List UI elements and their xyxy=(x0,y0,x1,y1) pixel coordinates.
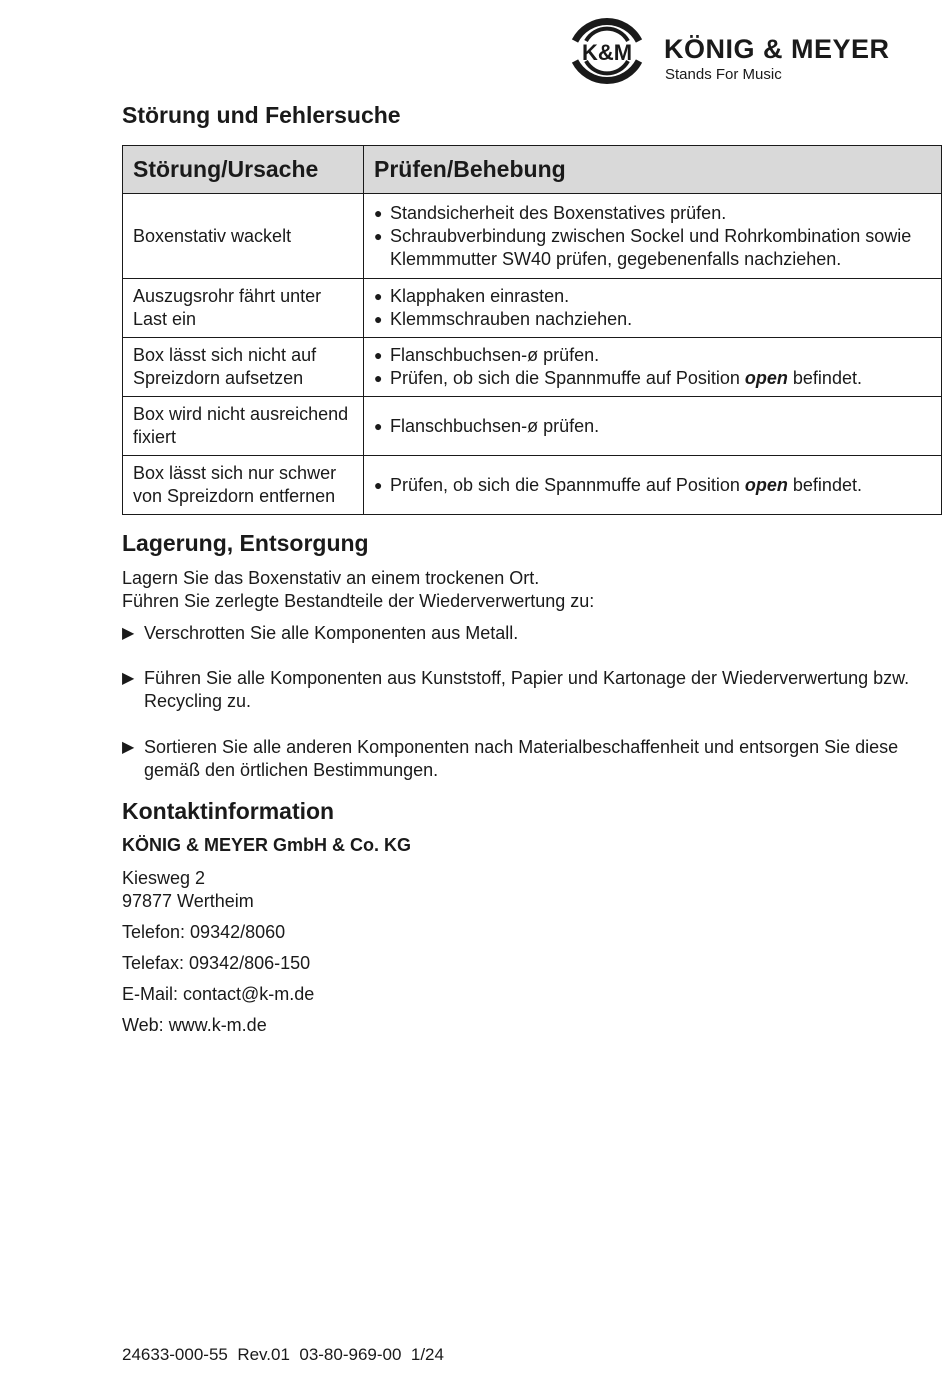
remedy-cell xyxy=(364,194,942,279)
logo-mark-text: K&M xyxy=(581,40,633,65)
check-item xyxy=(374,344,931,367)
check-item xyxy=(374,225,931,271)
bullet-icon: ● xyxy=(374,227,383,244)
bullet-icon: ● xyxy=(374,417,383,434)
email-address: E-Mail: contact@k-m.de xyxy=(122,984,315,1004)
bullet-icon: ● xyxy=(374,288,383,304)
check-text: Flanschbuchsen-ø prüfen. xyxy=(390,345,600,365)
fax-number: Telefax: 09342/806-150 xyxy=(122,953,311,973)
brand-logo xyxy=(566,14,936,88)
list-item-text: Sortieren Sie alle anderen Komponenten nach Materialbeschaffenheit und entsorgen Sie diese gemäß den örtlichen Bestimmungen. xyxy=(144,737,899,780)
remedy-cell xyxy=(364,338,942,397)
arrow-right-icon: ▶ xyxy=(122,625,135,642)
check-text: Standsicherheit des Boxenstatives prüfen. xyxy=(390,202,727,223)
bullet-icon: ● xyxy=(374,204,383,221)
check-text-end: befindet. xyxy=(787,474,862,495)
check-item xyxy=(374,415,931,438)
cause-cell: Box lässt sich nur schwer von Spreizdorn entfernen xyxy=(123,456,364,515)
cause-cell: Box lässt sich nicht auf Spreizdorn aufsetzen xyxy=(123,338,364,397)
bullet-icon: ● xyxy=(374,347,383,363)
address-city: 97877 Wertheim xyxy=(122,891,254,911)
list-item-text: Verschrotten Sie alle Komponenten aus Metall. xyxy=(144,623,519,643)
check-item xyxy=(374,202,931,225)
cause-cell: Box wird nicht ausreichend fixiert xyxy=(123,397,364,456)
storage-heading: Lagerung, Entsorgung xyxy=(122,530,369,556)
arrow-right-icon: ▶ xyxy=(122,739,135,756)
table-header-row xyxy=(123,146,942,194)
troubleshooting-table xyxy=(122,145,942,515)
list-item-text: Führen Sie alle Komponenten aus Kunststoff, Papier und Kartonage der Wiederverwertung bzw. Recycling zu. xyxy=(144,668,910,711)
check-text: Schraubverbindung zwischen Sockel und Rohrkombination sowie Klemmmutter SW40 prüfen, gegebenenfalls nachziehen. xyxy=(390,225,912,269)
check-item xyxy=(374,367,931,390)
check-text-emphasis: open xyxy=(744,368,788,388)
remedy-cell xyxy=(364,397,942,456)
check-text-end: befindet. xyxy=(787,368,862,388)
remedy-cell xyxy=(364,279,942,338)
check-item xyxy=(374,308,931,331)
company-name: KÖNIG & MEYER GmbH & Co. KG xyxy=(122,835,412,855)
remedy-cell xyxy=(364,456,942,515)
arrow-right-icon: ▶ xyxy=(122,670,135,687)
check-item xyxy=(374,285,931,308)
phone-number: Telefon: 09342/8060 xyxy=(122,922,286,942)
list-item xyxy=(122,736,922,782)
check-text-start: Prüfen, ob sich die Spannmuffe auf Position xyxy=(390,368,745,388)
bullet-icon: ● xyxy=(374,311,383,327)
bullet-icon: ● xyxy=(374,370,383,386)
check-text: Klemmschrauben nachziehen. xyxy=(390,309,633,329)
contact-heading: Kontaktinformation xyxy=(122,798,335,824)
list-item xyxy=(122,667,922,713)
table-row xyxy=(123,338,942,397)
table-row xyxy=(123,194,942,279)
check-text xyxy=(390,367,862,390)
table-row xyxy=(123,456,942,515)
table-row xyxy=(123,279,942,338)
check-item xyxy=(374,474,931,497)
bullet-icon: ● xyxy=(374,476,383,493)
check-text xyxy=(390,474,862,497)
list-item xyxy=(122,622,922,645)
cause-cell: Auszugsrohr fährt unter Last ein xyxy=(123,279,364,338)
km-logo-mark xyxy=(566,14,648,88)
website-address: Web: www.k-m.de xyxy=(122,1015,267,1035)
logo-tagline: Stands For Music xyxy=(665,66,782,83)
check-text-start: Prüfen, ob sich die Spannmuffe auf Position xyxy=(390,474,745,495)
document-number: 24633-000-55 Rev.01 03-80-969-00 1/24 xyxy=(122,1345,444,1364)
column-header-cause: Störung/Ursache xyxy=(123,146,364,194)
address-street: Kiesweg 2 xyxy=(122,868,206,888)
storage-intro-line-1: Lagern Sie das Boxenstativ an einem trockenen Ort. xyxy=(122,568,540,588)
storage-intro-line-2: Führen Sie zerlegte Bestandteile der Wiederverwertung zu: xyxy=(122,591,595,611)
logo-brand-name: KÖNIG & MEYER xyxy=(664,34,890,64)
table-row xyxy=(123,397,942,456)
column-header-remedy: Prüfen/Behebung xyxy=(364,146,942,194)
check-text: Klapphaken einrasten. xyxy=(390,286,570,306)
cause-cell: Boxenstativ wackelt xyxy=(123,194,364,279)
troubleshooting-heading: Störung und Fehlersuche xyxy=(122,102,401,128)
check-text: Flanschbuchsen-ø prüfen. xyxy=(390,415,600,436)
check-text-emphasis: open xyxy=(744,474,788,495)
